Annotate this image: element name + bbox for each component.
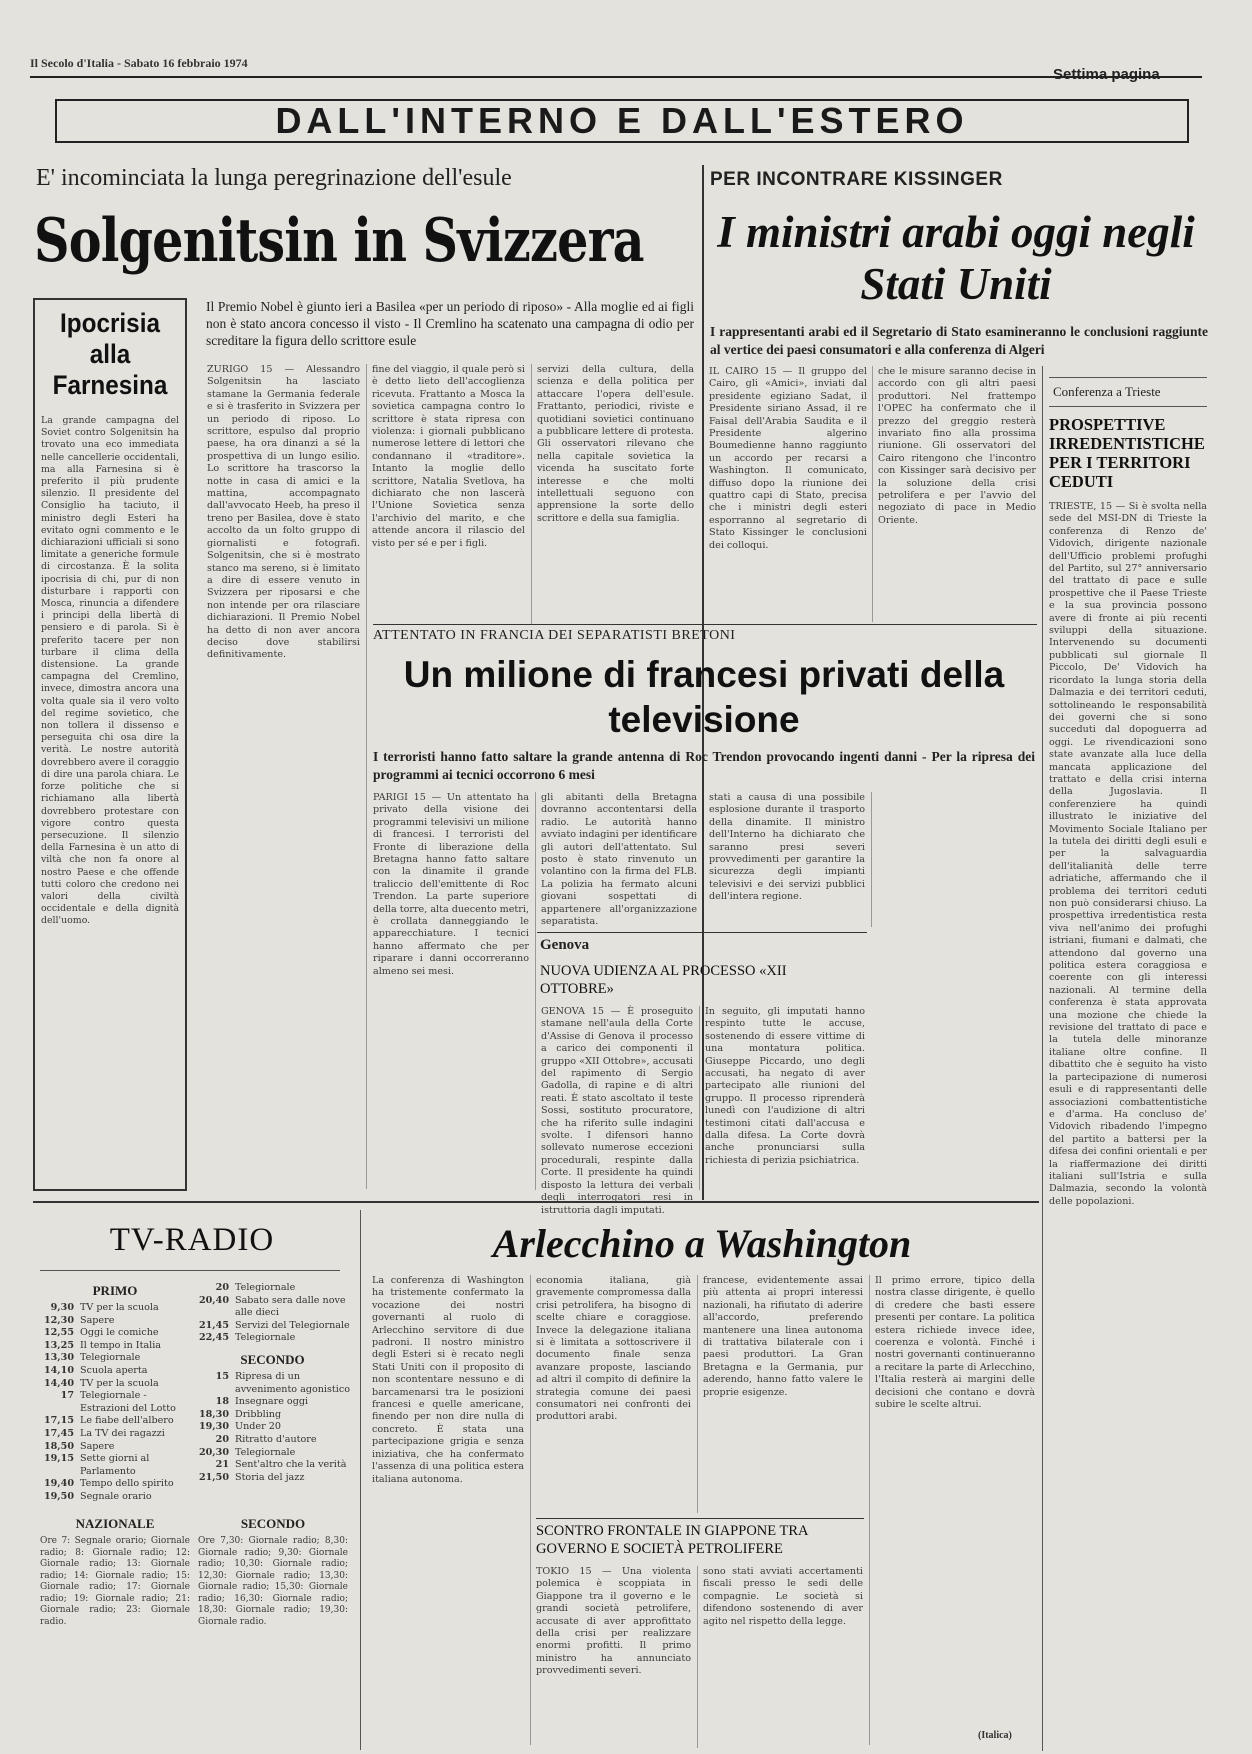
primo-cont-list <box>195 1282 350 1345</box>
nazionale-label: NAZIONALE <box>75 1516 155 1531</box>
secondo-label: SECONDO <box>240 1352 305 1367</box>
francia-col-divider-1 <box>535 792 536 1190</box>
arabi-col-divider <box>872 366 873 622</box>
section-banner-title: DALL'INTERNO E DALL'ESTERO <box>275 100 969 141</box>
tv-item: 20 Ritratto d'autore <box>215 1433 317 1445</box>
tv-item: 19,50 Segnale orario <box>43 1490 152 1502</box>
francia-col1: PARIGI 15 — Un attentato ha privato della visione dei programmi televisivi un milione di francesi. I terroristi del Fronte di liberazione della Bretagna hanno fatto saltare con la dinamite il grande traliccio dell'emittente di Roc Trendon. La parte superiore della torre, alta duecento metri, è crollata danneggiando le apparecchiature. I tecnici hanno affermato che per riparare i danni occorreranno almeno sei mesi. <box>373 792 529 977</box>
genova-headline: NUOVA UDIENZA AL PROCESSO «XII OTTOBRE» <box>540 963 787 997</box>
arlecchino-col3: francese, evidentemente assai più attenta ai propri interessi nazionali, ha rifiutato di aderire all'accordo, preferendo mantenere una linea autonoma di trattativa bilaterale con i paesi produttori. La Gran Bretagna e la Germania, pur aderendo, hanno fatto valere le proprie esigenze. <box>703 1275 863 1398</box>
nazionale-text: Ore 7: Segnale orario; Giornale radio; 8: Giornale radio; 12: Giornale radio; 13: Giornale radio; 14: Giornale radio; 15: Giornale radio; 17: Giornale radio; 19: Giornale radio; 21: Giornale radio; 23: Giornale radio. <box>40 1536 190 1627</box>
tv-item: 20 Telegiornale <box>215 1282 296 1293</box>
tv-item: 21,50 Storia del jazz <box>198 1471 305 1483</box>
tv-item: 17,45 La TV dei ragazzi <box>43 1427 165 1439</box>
arl-col-divider-3 <box>869 1275 870 1745</box>
arl-col-divider-1 <box>530 1275 531 1745</box>
tv-item: 21,45 Servizi del Telegiornale <box>198 1319 350 1331</box>
francia-kicker: ATTENTATO IN FRANCIA DEI SEPARATISTI BRETONI <box>373 628 736 643</box>
tv-item: 19,40 Tempo dello spirito <box>43 1478 174 1490</box>
tv-item: 18,30 Dribbling <box>198 1408 282 1420</box>
tvradio-rule <box>40 1270 340 1271</box>
arabi-col1: IL CAIRO 15 — Il gruppo del Cairo, gli «Amici», inviati dal presidente egiziano Sadat, il Presidente siriano Assad, il re Faisal dell'Arabia Saudita e il Presidente algerino Boumedienne hanno raggiunto un accordo per recarsi a Washington. Il comunicato, diffuso dopo la riunione dei quattro capi di Stato, precisa che i ministri degli esteri esporranno al segretario di Stato Kissinger le conclusioni dei colloqui. <box>709 366 867 551</box>
giappone-signature: (Italica) <box>978 1730 1012 1741</box>
tv-item: 13,25 Il tempo in Italia <box>43 1339 162 1351</box>
arl-col-divider-2 <box>697 1275 698 1513</box>
sol-col-divider-2 <box>531 364 532 624</box>
ipocrisia-box <box>33 298 187 1191</box>
tv-item: 20,40 Sabato sera dalle nove alle dieci <box>198 1294 346 1319</box>
tv-item: 9,30 TV per la scuola <box>50 1302 159 1313</box>
tv-item: 17,15 Le fiabe dell'albero <box>43 1415 174 1427</box>
trieste-box <box>1049 377 1207 1749</box>
genova-col2: In seguito, gli imputati hanno respinto tutte le accuse, sostenendo di essere vittime di una montatura politica. Giuseppe Piccardo, uno degli accusati, ha negato di aver partecipato alle riunioni del gruppo. Il processo riprenderà lunedì con l'audizione di altri testimoni citati dall'accusa e dalla difesa. La Corte dovrà anche pronunciarsi sulla richiesta di perizia psichiatrica. <box>705 1006 865 1166</box>
solgenitsin-col3: servizi della cultura, della scienza e della politica per attaccare l'opera dell'esule. Frattanto, periodici, riviste e quotidiani sovietici continuano a pubblicare lettere di protesta. Gli osservatori rilevano che nella capitale sovietica la vicenda ha suscitato forte interesse e che molti intellettuali seguono con apprensione la sorte dello scrittore e della sua famiglia. <box>537 364 694 524</box>
solgenitsin-standfirst: Il Premio Nobel è giunto ieri a Basilea «per un periodo di riposo» - Alla moglie ed ai figli non è stato ancora concesso il visto - Il Cremlino ha scatenato una campagna di odio per screditare la figura dello scrittore esule <box>206 299 694 348</box>
arlecchino-headline: Arlecchino a Washington <box>492 1221 912 1266</box>
genova-col-divider <box>699 1006 700 1190</box>
sol-col-divider-1 <box>366 364 367 1189</box>
primo-label: PRIMO <box>92 1283 138 1298</box>
masthead-rule <box>30 76 1202 78</box>
tv-item: 22,45 Telegiornale <box>198 1332 296 1344</box>
tv-item: 18 Insegnare oggi <box>215 1396 309 1408</box>
solgenitsin-col2: fine del viaggio, il quale però si è detto lieto dell'accoglienza ricevuta. Frattanto a Mosca la sovietica campagna contro lo scrittore è stata ripresa con violenza: i giornali pubblicano numerose lettere di lettori che condannano il «traditore». Intanto la moglie dello scrittore, Natalia Svetlova, ha dichiarato che non lascerà l'Unione Sovietica senza l'archivio del marito, e che attende ancora il rilascio del visto per sé e per i figli. <box>372 364 525 549</box>
arabi-col2: che le misure saranno decise in accordo con gli altri paesi produttori. Nel frattempo l'OPEC ha confermato che il prezzo del greggio resterà invariato fino alla prossima riunione. Gli osservatori del Cairo ritengono che l'incontro con Kissinger sarà decisivo per la soluzione della crisi petrolifera e per l'avvio del negoziato di pace in Medio Oriente. <box>878 366 1036 526</box>
giappone-col2: sono stati avviati accertamenti fiscali presso le sedi delle compagnie. Le società si difendono sostenendo di aver agito nel rispetto della legge. <box>703 1566 863 1627</box>
genova-col1: GENOVA 15 — È proseguito stamane nell'aula della Corte d'Assise di Genova il processo a carico dei componenti il gruppo «XII Ottobre», accusati del rapimento di Sergio Gadolla, di rapine e di altri reati. È stato ascoltato il teste Sossi, sostituto procuratore, che ha riferito sulle indagini svolte. I difensori hanno sollevato numerose eccezioni procedurali, respinte dalla Corte. Il presidente ha quindi disposto la lettura dei verbali degli interrogatori resi in istruttoria dagli imputati. <box>541 1006 693 1216</box>
arabi-headline: I ministri arabi oggi negli Stati Uniti <box>717 207 1195 309</box>
arlecchino-col4: Il primo errore, tipico della nostra classe dirigente, è quello di credere che basti essere presenti per contare. La politica estera richiede invece idee, coerenza e volontà. Finché i nostri governanti continueranno a recitare la parte di Arlecchino, l'Italia resterà ai margini delle decisioni che contano e dovrà subire le scelte altrui. <box>875 1275 1035 1411</box>
arlecchino-col2: economia italiana, già gravemente compromessa dalla crisi petrolifera, ha bisogno di scelte chiare e coraggiose. Invece la delegazione italiana si è limitata a sottoscrivere il documento finale senza avanzare proposte, lasciando ad altri il compito di definire la strategia comune dei paesi consumatori nei confronti dei produttori arabi. <box>536 1275 691 1423</box>
arabi-trieste-divider <box>1042 366 1043 1751</box>
tv-item: 21 Sent'altro che la verità <box>215 1459 347 1471</box>
giappone-top-rule <box>536 1518 864 1519</box>
solgenitsin-col1: ZURIGO 15 — Alessandro Solgenitsin ha lasciato stamane la Germania federale e si è trasferito in Svizzera per un periodo di riposo. Lo scrittore, espulso dal proprio paese, ha ora dinanzi a sé la prospettiva di un lungo esilio. Lo scrittore ha trascorso la notte in casa di amici e la mattina, accompagnato dall'avvocato Heeb, ha preso il treno per Basilea, dove è stato accolto da un folto gruppo di giornalisti e fotografi. Solgenitsin, che si è mostrato stanco ma sereno, si è limitato a dire di essere venuto in Svizzera per riposarsi e che non intende per ora rilasciare dichiarazioni. Il Premio Nobel ha detto di non aver ancora deciso dove stabilirsi definitivamente. <box>207 364 360 661</box>
francia-col-divider-3 <box>871 792 872 927</box>
francia-headline: Un milione di francesi privati della televisione <box>403 654 1005 740</box>
tv-item: 12,30 Sapere <box>43 1314 115 1326</box>
trieste-headline: PROSPETTIVE IRREDENTISTICHE PER I TERRITORI CEDUTI <box>1049 415 1205 491</box>
francia-standfirst: I terroristi hanno fatto saltare la grande antenna di Roc Trendon provocando ingenti danni - Per la ripresa dei programmi ai tecnici occorrono 6 mesi <box>373 749 1035 782</box>
secondo-list <box>195 1371 350 1484</box>
arabi-kicker: PER INCONTRARE KISSINGER <box>710 169 1003 190</box>
ipocrisia-title: Ipocrisia alla Farnesina <box>52 308 168 400</box>
francia-col3: stati a causa di una possibile esplosione durante il trasporto della dinamite. Il ministro dell'Interno ha dichiarato che saranno presi severi provvedimenti per garantire la sicurezza degli impianti televisivi e dei servizi pubblici dell'intera regione. <box>709 792 865 903</box>
arabi-standfirst: I rappresentanti arabi ed il Segretario di Stato esamineranno le conclusioni raggiunte al vertice dei paesi consumatori e alla conferenza di Algeri <box>710 324 1208 357</box>
tv-item: 18,50 Sapere <box>43 1440 115 1452</box>
tvradio-divider <box>360 1210 361 1750</box>
ipocrisia-body: La grande campagna del Soviet contro Solgenitsin ha trovato una eco immediata nelle cancellerie occidentali, ma alla Farnesina si è preferito il più prudente silenzio. Il presidente del Consiglio ha taciuto, il ministro degli Esteri ha evitato ogni commento e le dichiarazioni ufficiali si sono limitate a generiche formule di circostanza. È la solita ipocrisia di chi, pur di non disturbare i rapporti con Mosca, rinuncia a difendere i principi della libertà di pensiero e di parola. Si è preferito tacere per non turbare il clima della distensione. La grande campagna del Cremlino, invece, dimostra ancora una volta quale sia il vero volto del regime sovietico, che non tollera il dissenso e perseguita chi osa dire la verità. Le nostre autorità dovrebbero avere il coraggio di dire una parola chiara. Le forze politiche che si richiamano alla libertà dovrebbero protestare con vigore contro questa persecuzione. Il silenzio della Farnesina è un atto di viltà che non fa onore al nostro Paese e che offende tutti coloro che credono nei valori della civiltà occidentale e della dignità dell'uomo. <box>41 415 179 927</box>
secondo-radio-text: Ore 7,30: Giornale radio; 8,30: Giornale radio; 9,30: Giornale radio; 10,30: Giornale radio; 12,30: Giornale radio; 13,30: Giornale radio; 15,30: Giornale radio; 16,30: Giornale radio; 18,30: Giornale radio; 19,30: Giornale radio. <box>198 1536 348 1627</box>
francia-top-rule <box>373 624 1037 625</box>
tv-item: 15 Ripresa di un avvenimento agonistico <box>215 1371 350 1395</box>
francia-col2: gli abitanti della Bretagna dovranno accontentarsi della radio. Le autorità hanno avviato indagini per identificare gli autori dell'attentato. Sul posto è stato rinvenuto un volantino con la firma del FLB. La polizia ha fermato alcuni giovani sospettati di appartenere all'organizzazione separatista. <box>541 792 697 928</box>
tv-item: 14,10 Scuola aperta <box>43 1364 148 1376</box>
tv-item: 12,55 Oggi le comiche <box>43 1327 159 1339</box>
solgenitsin-kicker: E' incominciata la lunga peregrinazione dell'esule <box>36 165 512 191</box>
paper-date-line: Il Secolo d'Italia - Sabato 16 febbraio 1974 <box>30 56 248 70</box>
genova-top-rule <box>537 932 867 933</box>
genova-kicker: Genova <box>540 937 590 953</box>
primo-list <box>40 1302 190 1504</box>
tv-item: 14,40 TV per la scuola <box>43 1377 159 1389</box>
tvradio-title: TV-RADIO <box>109 1222 275 1258</box>
tv-item: 19,30 Under 20 <box>198 1421 281 1433</box>
giappone-col1: TOKIO 15 — Una violenta polemica è scoppiata in Giappone tra il governo e le grandi società petrolifere, accusate di aver approfittato della crisi per realizzare enormi profitti. Il primo ministro ha annunciato provvedimenti severi. <box>536 1566 691 1677</box>
section-banner <box>55 99 1189 143</box>
trieste-body: TRIESTE, 15 — Si è svolta nella sede del MSI-DN di Trieste la conferenza di Renzo de' Vidovich, dirigente nazionale dell'Ufficio problemi profughi del Partito, sul 27° anniversario del trattato di pace e sulle prospettive che il Paese Trieste e la sua provincia possono avere di fronte ai più recenti sviluppi della situazione. Intervenendo su documenti pubblicati sul giornale Il Piccolo, De' Vidovich ha ricordato la lunga storia della Dalmazia e dei territori ceduti, sottolineando le responsabilità dei governi che si sono succeduti dal dopoguerra ad oggi. Le rivendicazioni sono state avanzate alla luce della mancata applicazione del trattato e della crisi interna della Jugoslavia. Il conferenziere ha quindi illustrato le iniziative del Movimento Sociale Italiano per la tutela dei diritti degli esuli e per la salvaguardia dell'italianità delle terre adriatiche, affermando che il problema dei territori ceduti non può considerarsi chiuso. La prospettiva irredentistica resta viva nell'animo dei profughi istriani, fiumani e dalmati, che attendono dal governo una politica estera coraggiosa e coerente con gli interessi nazionali. Al termine della conferenza è stata approvata una mozione che chiede la revisione del trattato di pace e la tutela delle minoranze italiane oltre confine. Il dibattito che è seguito ha visto la partecipazione di numerosi esuli e di rappresentanti delle associazioni combattentistiche e d'arma. Ha concluso de' Vidovich ribadendo l'impegno del partito a battersi per la difesa dei confini orientali e per la riaffermazione dei diritti italiani sull'Istria e sulla Dalmazia, secondo la volontà delle popolazioni. <box>1049 501 1207 1207</box>
tv-item: 13,30 Telegiornale <box>43 1352 141 1364</box>
page-label: Settima pagina <box>1053 66 1160 83</box>
solgenitsin-headline: Solgenitsin in Svizzera <box>34 206 644 276</box>
secondo-radio-label: SECONDO <box>240 1516 306 1531</box>
tv-item: 20,30 Telegiornale <box>198 1446 296 1458</box>
trieste-kicker: Conferenza a Trieste <box>1049 377 1207 407</box>
bottom-section-rule <box>33 1201 1039 1203</box>
giappone-col-divider <box>697 1566 698 1748</box>
giappone-headline: SCONTRO FRONTALE IN GIAPPONE TRA GOVERNO E SOCIETÀ PETROLIFERE <box>536 1523 808 1557</box>
tv-item: 17 Telegiornale - Estrazioni del Lotto <box>60 1390 176 1414</box>
arlecchino-col1: La conferenza di Washington ha tristemente confermato la vocazione dei nostri governanti al ruolo di Arlecchino servitore di due padroni. Il nostro ministro degli Esteri si è recato negli Stati Uniti con il proposito di non scontentare nessuno e di barcamenarsi tra le posizioni francesi e quelle americane, finendo per non dire nulla di concreto. È stata una partecipazione grigia e senza iniziativa, che ha confermato l'assenza di una politica estera italiana autonoma. <box>372 1275 524 1485</box>
tv-item: 19,15 Sette giorni al Parlamento <box>43 1453 150 1477</box>
